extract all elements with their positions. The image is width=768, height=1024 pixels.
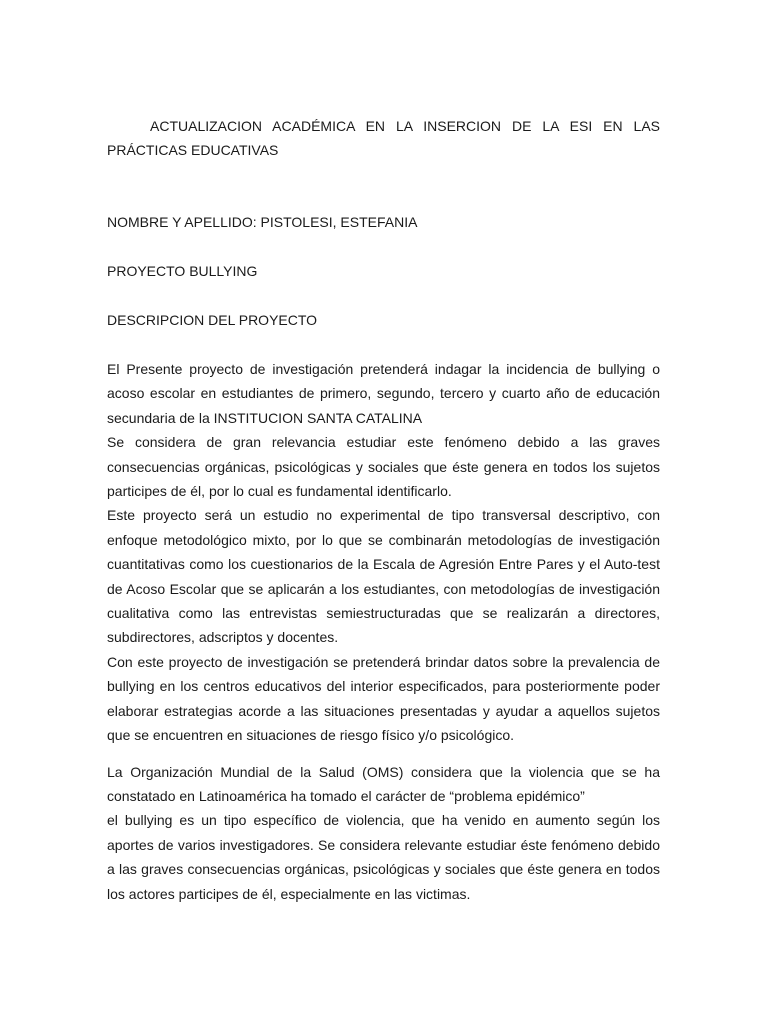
paragraph: La Organización Mundial de la Salud (OMS) considera que la violencia que se ha constatado en Latinoamérica ha tomado el carácter de “problema epidémico” xyxy=(107,763,660,804)
paragraph: Se considera de gran relevancia estudiar este fenómeno debido a las graves consecuencias orgánicas, psicológicas y sociales que éste genera en todos los sujetos participes de él, por lo cual es fundamental identificarlo. xyxy=(107,434,660,500)
paragraph: Este proyecto será un estudio no experimental de tipo transversal descriptivo, con enfoque metodológico mixto, por lo que se combinarán metodologías de investigación cuantitativas como los cuestionarios de la Escala de Agresión Entre Pares y el Auto-test de Acoso Escolar que se aplicarán a los estudiantes, con metodologías de investigación cualitativa como las entrevistas semiestructuradas que se realizarán a directores, subdirectores, adscriptos y docentes. xyxy=(107,507,660,646)
paragraph: el bullying es un tipo específico de violencia, que ha venido en aumento según los aportes de varios investigadores. Se considera relevante estudiar éste fenómeno debido a las graves consecuencias orgánicas, psicológicas y sociales que éste genera en todos los actores participes de él, especialmente en las victimas. xyxy=(107,812,660,902)
author-name-line: NOMBRE Y APELLIDO: PISTOLESI, ESTEFANIA xyxy=(107,214,418,230)
document-title: ACTUALIZACION ACADÉMICA EN LA INSERCION DE LA ESI EN LAS PRÁCTICAS EDUCATIVAS xyxy=(107,118,660,158)
document-body xyxy=(107,357,660,906)
paragraph: El Presente proyecto de investigación pretenderá indagar la incidencia de bullying o acoso escolar en estudiantes de primero, segundo, tercero y cuarto año de educación secundaria de la INSTITUCION SANTA CATALINA xyxy=(107,361,660,426)
project-title-line: PROYECTO BULLYING xyxy=(107,263,258,279)
paragraph: Con este proyecto de investigación se pretenderá brindar datos sobre la prevalencia de bullying en los centros educativos del interior especificados, para posteriormente poder elaborar estrategias acorde a las situaciones presentadas y ayudar a aquellos sujetos que se encuentren en situaciones de riesgo físico y/o psicológico. xyxy=(107,653,660,744)
description-heading: DESCRIPCION DEL PROYECTO xyxy=(107,312,318,328)
